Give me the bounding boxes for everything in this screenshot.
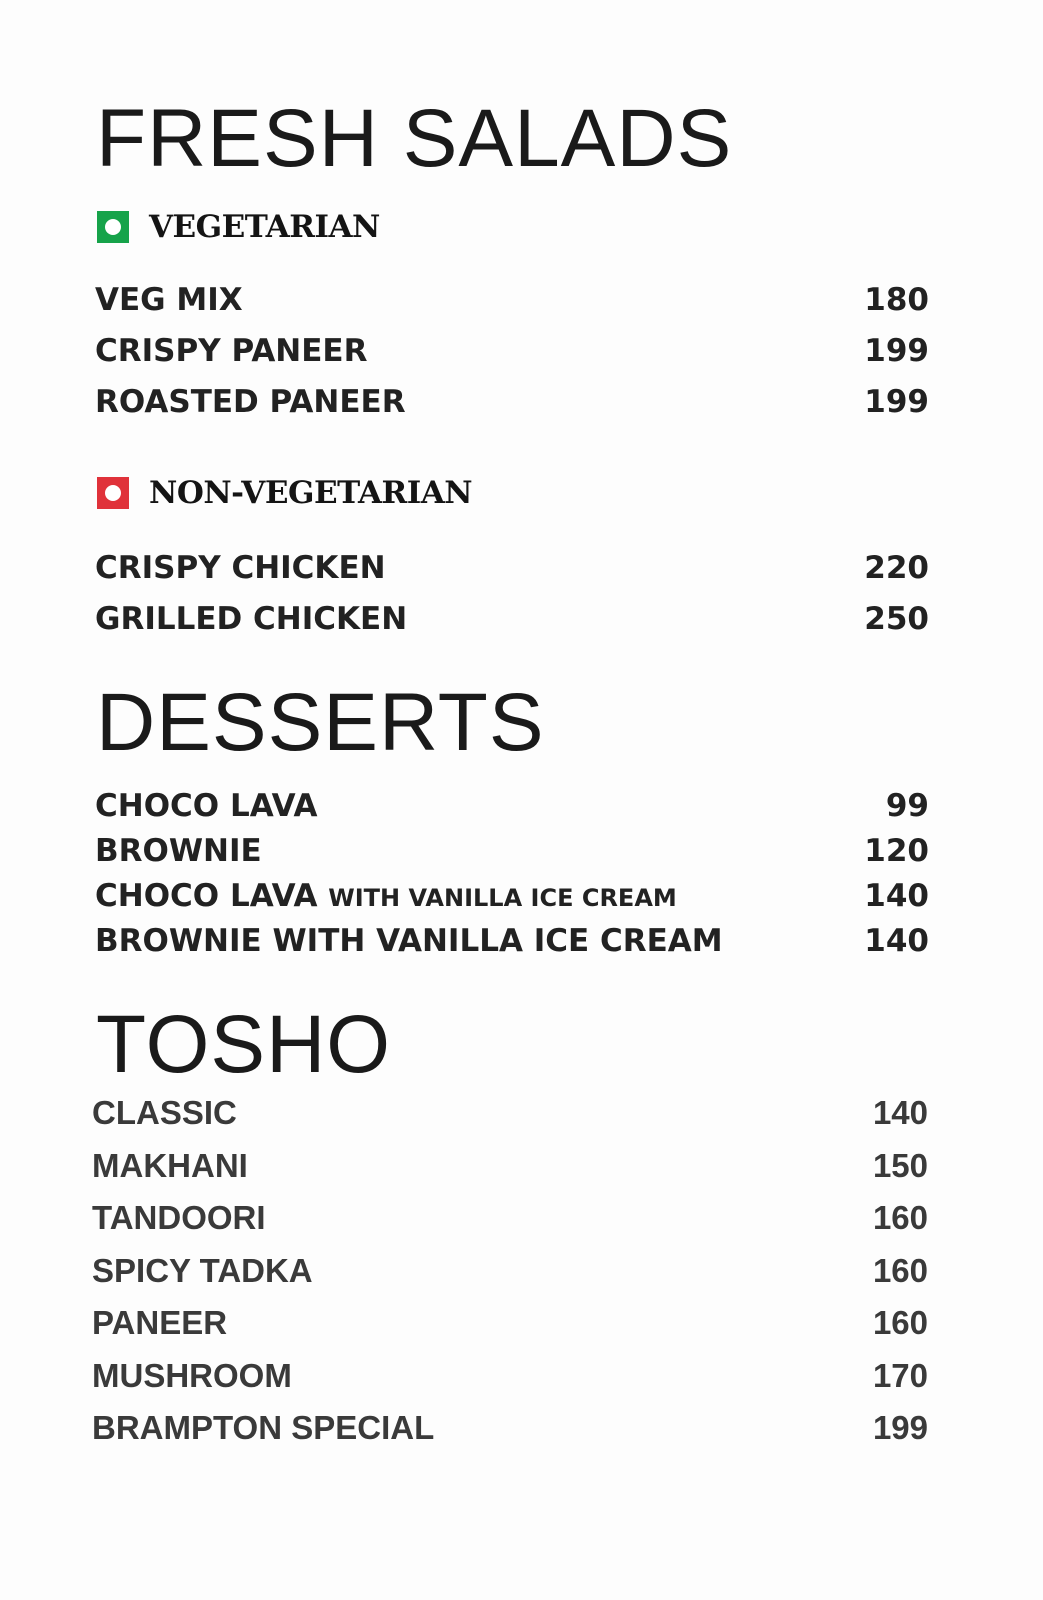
item-name: TANDOORI <box>92 1199 266 1236</box>
menu-item <box>95 280 929 320</box>
item-name: VEG MIX <box>95 282 243 318</box>
item-name: CHOCO LAVA <box>95 788 318 824</box>
item-name: PANEER <box>92 1304 228 1341</box>
item-name: BROWNIE <box>95 833 262 869</box>
section-title-desserts: DESSERTS <box>96 677 545 768</box>
item-name: ROASTED PANEER <box>95 384 406 420</box>
veg-label <box>97 210 380 244</box>
item-price: 199 <box>864 333 929 369</box>
section-title-tosho: TOSHO <box>96 999 392 1090</box>
item-name: BROWNIE WITH VANILLA ICE CREAM <box>95 923 723 959</box>
item-name: CHOCO LAVA <box>95 878 318 914</box>
item-price: 99 <box>885 788 929 824</box>
menu-item <box>95 382 929 422</box>
menu-item <box>92 1093 928 1133</box>
menu-item <box>95 786 929 826</box>
item-price: 160 <box>872 1304 928 1341</box>
item-price: 140 <box>864 878 929 914</box>
nonveg-label <box>97 476 472 510</box>
item-name-group <box>95 878 677 914</box>
item-price: 160 <box>872 1252 928 1289</box>
menu-item <box>95 921 929 961</box>
menu-item <box>95 599 929 639</box>
menu-item <box>95 548 929 588</box>
veg-label-text: VEGETARIAN <box>149 209 380 245</box>
item-name: SPICY TADKA <box>92 1252 313 1289</box>
menu-item <box>92 1356 928 1396</box>
item-price: 160 <box>872 1199 928 1236</box>
item-price: 150 <box>872 1147 928 1184</box>
nonveg-indicator-icon <box>97 477 129 509</box>
menu-item <box>92 1251 928 1291</box>
item-price: 180 <box>864 282 929 318</box>
item-name: MUSHROOM <box>92 1357 292 1394</box>
item-price: 140 <box>864 923 929 959</box>
menu-item <box>92 1408 928 1448</box>
item-name: CRISPY CHICKEN <box>95 550 386 586</box>
menu-item <box>95 331 929 371</box>
menu-item <box>92 1198 928 1238</box>
menu-item <box>92 1146 928 1186</box>
item-price: 250 <box>864 601 929 637</box>
item-price: 140 <box>872 1094 928 1131</box>
veg-indicator-icon <box>97 211 129 243</box>
nonveg-label-text: NON-VEGETARIAN <box>149 475 473 511</box>
item-price: 199 <box>864 384 929 420</box>
menu-item <box>95 876 929 916</box>
item-price: 120 <box>864 833 929 869</box>
menu-item <box>95 831 929 871</box>
item-name: CRISPY PANEER <box>95 333 368 369</box>
section-title-salads: FRESH SALADS <box>96 93 733 184</box>
menu-item <box>92 1303 928 1343</box>
item-name: GRILLED CHICKEN <box>95 601 408 637</box>
item-name-suffix: WITH VANILLA ICE CREAM <box>328 884 677 912</box>
item-name: MAKHANI <box>92 1147 248 1184</box>
item-name: CLASSIC <box>92 1094 237 1131</box>
item-price: 170 <box>872 1357 928 1394</box>
item-price: 199 <box>872 1409 928 1446</box>
item-price: 220 <box>864 550 929 586</box>
item-name: BRAMPTON SPECIAL <box>92 1409 435 1446</box>
